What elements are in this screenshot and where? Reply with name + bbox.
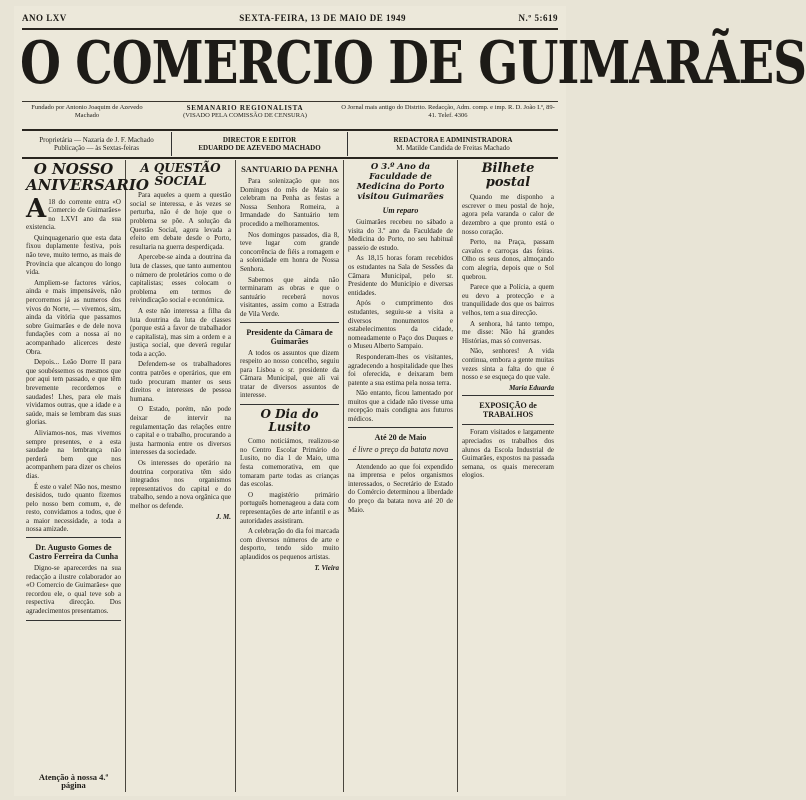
article-signature: T. Vieira bbox=[314, 563, 339, 572]
publication: Publicação — às Sextas-feiras bbox=[54, 144, 139, 152]
article-text: Apercebe-se ainda a doutrina da luta de classes, que tanto aumentou o número de proletários como o de capitalistas; esses colocam o problema em termos de reivindicação social e económica. bbox=[130, 253, 231, 305]
article-text: Responderam-lhes os visitantes, agradecendo a hospitalidade que lhes foi oferecida, e deixaram bem patente a sua estima pela nossa terra. bbox=[348, 352, 453, 387]
article-text: Sabemos que ainda não terminaram as obras e que o santuário receberá novos visitantes, assim como a Estrada de Vila Verde. bbox=[240, 275, 339, 318]
divider bbox=[22, 157, 558, 159]
article-text: Para aqueles a quem a questão social se interessa, e às vezes se perturba, não é de hoje que o problema se põe. A solução da Questão Social, agora levada a efeito em debate desde o Porto, resultaria na guerra desperdiçada. bbox=[130, 191, 231, 251]
notice-subheading: é livre o preço da batata nova bbox=[352, 444, 449, 454]
article-text: Não entanto, ficou lamentado por muitos que a cidade não tivesse uma recepção mais condigna aos futuros médicos. bbox=[348, 389, 453, 424]
article-signature: Maria Eduarda bbox=[509, 383, 554, 392]
article-text: Nos domingos passados, dia 8, teve lugar com grande concorrência de fiéis a romagem e a solenidade em honra de Nossa Senhora. bbox=[240, 230, 339, 273]
article-text: Atendendo ao que foi expendido na imprensa e pelos organismos interessados, o Secretário de Estado do Comércio determinou a liberdade do preço da batata nova até 20 de Maio. bbox=[348, 462, 453, 514]
divider bbox=[22, 129, 558, 131]
article-heading: Bilhete postal bbox=[481, 161, 535, 190]
admin-cell bbox=[348, 132, 558, 156]
article-heading: O NOSSO ANIVERSARIO bbox=[26, 160, 149, 194]
page-four-notice: Atenção à nossa 4.ª página bbox=[38, 771, 109, 791]
staff-bar bbox=[22, 132, 558, 156]
article-text: Guimarães recebeu no sábado a visita do 3.º ano da Faculdade de Medicina do Porto, no seu habitual passeio de estudo. bbox=[348, 218, 453, 252]
article-heading: A QUESTÃO SOCIAL bbox=[140, 161, 221, 188]
article-text: Aliviamos-nos, mas vivemos sempre presentes, e a esta saudade na lembrança não perderá bem que nos acompanhem para dizer os cheios dias. bbox=[26, 428, 121, 480]
column-postal bbox=[458, 160, 558, 792]
article-heading: O 3.º Ano da Faculdade de Medicina do Porto visitou Guimarães bbox=[356, 162, 445, 202]
article-text: Os interesses do operário na doutrina corporativa têm sido integrados nos organismos representativos do capital e do trabalho, sendo a nova orgânica que melhor os defende. bbox=[130, 459, 231, 510]
article-text: Quando me disponho a escrever o meu postal de hoje, agora pela varanda o calor de dezembro a que pronto está o nosso coração. bbox=[462, 193, 554, 236]
article-text: Após o cumprimento dos estudantes, seguiu-se a visita a diversos monumentos e estabelecimentos da cidade, nomeadamente o Paço dos Duques e o Museu Alberto Sampaio. bbox=[348, 299, 453, 351]
article-heading: SANTUARIO DA PENHA bbox=[241, 164, 338, 174]
article-subheading: Um reparo bbox=[382, 206, 419, 215]
article-text: Defendem-se os trabalhadores contra patrões e operários, que em tudo procuram manter os seus direitos e interesses de pessoa humana. bbox=[130, 360, 231, 403]
weekly-note bbox=[170, 104, 320, 120]
weekly-label: SEMANARIO REGIONALISTA bbox=[186, 104, 304, 112]
notice-heading: Até 20 de Maio bbox=[374, 432, 427, 442]
notice-box bbox=[240, 322, 339, 406]
notice-heading: Dr. Augusto Gomes de Castro Ferreira da Cunha bbox=[28, 543, 119, 562]
issue-year: ANO LXV bbox=[22, 13, 67, 23]
divider bbox=[22, 101, 558, 102]
director-name: EDUARDO DE AZEVEDO MACHADO bbox=[198, 144, 321, 152]
article-text: Quinquagenario que esta data fixou duplamente festiva, pois não teve, muito termo, as mais de Província que alcançou do longo vida. bbox=[26, 233, 121, 277]
article-heading: O Dia do Lusito bbox=[260, 407, 319, 434]
article-text: O magistério primário português homenageou a data com representações de arte infantil e as autoridades assistiram. bbox=[240, 490, 339, 525]
subhead bbox=[22, 104, 558, 126]
masthead-title: O COMERCIO DE GUIMARÃES bbox=[20, 29, 806, 98]
founder-note: Fundado por Antonio Joaquim de Azevedo Machado bbox=[31, 104, 143, 119]
admin-name: M. Matilde Candida de Freitas Machado bbox=[396, 144, 510, 152]
admin-label: REDACTORA E ADMINISTRADORA bbox=[393, 136, 513, 144]
issue-number: N.º 5:619 bbox=[518, 13, 558, 23]
notice-box bbox=[26, 537, 121, 621]
article-text: Ampliem-se factores vários, ainda e mais impensáveis, não percorremos já as numeros dos vivos do Norte, — vivemos, sim, ainda da vitória que passamos sobre Guimarães e de dele nova fundações com a nossa aí no acompanhado alicerces deste Obra. bbox=[26, 278, 121, 356]
column-social-question bbox=[126, 160, 236, 792]
article-text: Parece que a Polícia, a quem eu devo a protecção e a tranquilidade dos que os bairros velhos, tem a sua direcção. bbox=[462, 283, 554, 317]
article-text: A celebração do dia foi marcada com diversos números de arte e desporto, tendo sido muito aplaudidos os pequenos artistas. bbox=[240, 527, 339, 561]
director-label: DIRECTOR E EDITOR bbox=[222, 136, 297, 144]
newspaper-page bbox=[14, 6, 806, 796]
article-columns bbox=[22, 160, 558, 792]
drop-cap: A bbox=[26, 193, 47, 224]
article-text: A este não interessa a filha da luta doutrina da luta de classes (porque está a favor de trabalhador e capitalista), mas sim a ordem e a justiça social, que deverá regular toda a acção. bbox=[130, 306, 231, 358]
notice-box bbox=[348, 427, 453, 460]
censorship-note: (VISADO PELA COMISSÃO DE CENSURA) bbox=[183, 112, 307, 119]
oldest-note: O Jornal mais antigo do Distrito. Redacção, Adm. comp. e imp. R. D. João I.º, 89-41. Telef. 4306 bbox=[341, 104, 555, 119]
owner: Proprietária — Nazaria de J. F. Machado bbox=[39, 136, 154, 144]
notice-box bbox=[462, 395, 554, 425]
article-text: Para solenização que nos Domingos do mês de Maio se celebram na Penha as festas a Nossa Senhora Romeira, a Irmandade do Santuário tem procedido a melhoramentos. bbox=[240, 177, 339, 228]
article-text: Perto, na Praça, passam cavalos e carroças das feiras. Olho os seus donos, almoçando com alegria, depois que o Sol quebrou. bbox=[462, 238, 554, 281]
article-text: Não, senhores! A vida continua, embora a gente muitas vezes sinta a falta do que é nosso e se esqueça do que vale. bbox=[462, 347, 554, 382]
article-text: As 18,15 horas foram recebidos os estudantes na Sala de Sessões da Câmara Municipal, pelo sr. Presidente do Município e diversas entidades. bbox=[348, 254, 453, 297]
column-penha bbox=[236, 160, 344, 792]
column-anniversary bbox=[22, 160, 149, 792]
article-text: 18 do corrente entra «O Comercio de Guimarães» no LXVI ano da sua existencia. bbox=[26, 197, 121, 232]
owner-cell bbox=[22, 132, 172, 156]
article-text: Depois... Leão Dorre II para que soubéssemos os mesmos que por aqui tem passado, e que têm brevemente recordemos e saudades! Lhes, para ele mais vividamos outras, que a idade e a saúde, mais se lembram das suas glorias. bbox=[26, 358, 121, 427]
article-text: O Estado, porém, não pode deixar de intervir na regulamentação das relações entre o capital e o trabalho, procurando a justa harmonia entre os diversos interesses da sociedade. bbox=[130, 405, 231, 457]
director-cell bbox=[172, 132, 348, 156]
notice-heading: Presidente da Câmara de Guimarães bbox=[246, 327, 333, 346]
article-signature: J. M. bbox=[216, 512, 231, 521]
issue-date: SEXTA-FEIRA, 13 DE MAIO DE 1949 bbox=[239, 13, 407, 23]
article-text: A senhora, há tanto tempo, me disse: Não há grandes Histórias, mas só conversas. bbox=[462, 319, 554, 345]
article-text: Foram visitados e largamente apreciados os trabalhos dos alunos da Escola Industrial de Guimarães, expostos na passada semana, os quais mereceram elogios. bbox=[462, 428, 554, 480]
article-text: Digno-se aparecerdes na sua redacção a ilustre colaborador ao «O Comercio de Guimarães» que recordou ele, o qual teve sob a respectiva direcção. Dos agradecimentos presentamos. bbox=[26, 564, 121, 616]
notice-heading: EXPOSIÇÃO de TRABALHOS bbox=[479, 401, 537, 420]
article-text: A todos os assuntos que dizem respeito ao nosso concelho, seguiu para Lisboa o sr. presidente da Câmara Municipal, que ali vai tratar de diversos assuntos de interesse. bbox=[240, 348, 339, 400]
column-faculty-visit bbox=[344, 160, 458, 792]
article-text: É este o vale! Não nos, mesmo desisidos, tudo quanto fizemos pelo nosso bem comum, e, de resto, convidamos a todos, que é a maior necessidade, a toda a nossa amizade. bbox=[26, 482, 121, 534]
article-text: Como noticiámos, realizou-se no Centro Escolar Primário do Lusito, no dia 1 de Maio, uma festa comemorativa, em que tomaram parte todas as crianças das escolas. bbox=[240, 437, 339, 489]
